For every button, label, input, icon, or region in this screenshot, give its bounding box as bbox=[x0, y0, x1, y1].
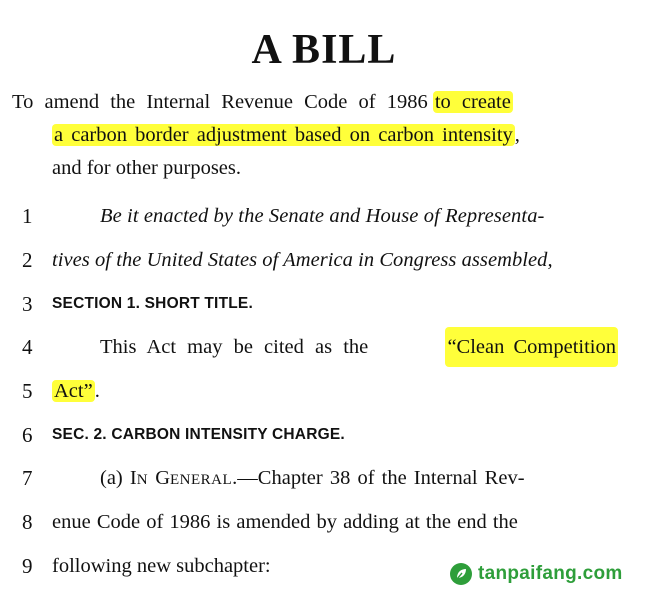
bill-line-7 bbox=[0, 458, 648, 498]
subsection-mid: G bbox=[148, 467, 170, 489]
line-text: Be it enacted by the Senate and House of Representa- bbox=[100, 205, 545, 227]
small-caps-2: ENERAL bbox=[170, 472, 233, 488]
line-text-after: . bbox=[94, 380, 100, 402]
bill-line-5 bbox=[0, 371, 648, 411]
bill-purpose bbox=[12, 86, 618, 185]
purpose-line-3: and for other purposes. bbox=[52, 157, 242, 179]
purpose-highlight-2: a carbon border adjustment based on carbon intensity bbox=[54, 124, 513, 146]
line-number: 9 bbox=[22, 554, 33, 578]
line-text: following new subchapter: bbox=[52, 555, 271, 577]
purpose-line-2 bbox=[12, 119, 618, 152]
small-caps-1: N bbox=[136, 472, 149, 488]
bill-line-4 bbox=[0, 327, 648, 367]
bill-title: A BILL bbox=[251, 27, 397, 73]
short-title-highlight: “Clean Competition bbox=[445, 327, 618, 367]
line-number: 2 bbox=[22, 248, 33, 272]
line-number: 6 bbox=[22, 423, 33, 447]
line-number: 4 bbox=[22, 335, 33, 359]
line-text bbox=[100, 327, 618, 367]
line-text: tives of the United States of America in Congress assembled, bbox=[52, 249, 553, 271]
bill-line-6 bbox=[0, 415, 648, 455]
leaf-logo-icon bbox=[450, 563, 472, 585]
bill-line-3 bbox=[0, 284, 648, 324]
line-text: enue Code of 1986 is amended by adding at the end the bbox=[52, 511, 518, 533]
line-number: 8 bbox=[22, 510, 33, 534]
watermark bbox=[450, 561, 623, 587]
line-text bbox=[100, 458, 618, 500]
section-heading: SEC. 2. CARBON INTENSITY CHARGE. bbox=[52, 426, 345, 443]
bill-line-1 bbox=[0, 196, 648, 236]
purpose-line-2-comma: , bbox=[514, 124, 520, 146]
line-text bbox=[52, 371, 618, 411]
bill-line-8 bbox=[0, 502, 648, 542]
short-title-highlight-end: Act” bbox=[54, 380, 93, 402]
line-number: 3 bbox=[22, 292, 33, 316]
line-number: 5 bbox=[22, 379, 33, 403]
line-text-after: .—Chapter 38 of the Internal Rev- bbox=[232, 467, 525, 489]
section-heading: SECTION 1. SHORT TITLE. bbox=[52, 295, 253, 312]
line-number: 7 bbox=[22, 466, 33, 490]
purpose-highlight-1: to create bbox=[434, 91, 511, 113]
line-text-before: This Act may be cited as the bbox=[100, 336, 369, 358]
bill-line-2 bbox=[0, 240, 648, 280]
watermark-text: tanpaifang.com bbox=[478, 563, 623, 584]
subsection-prefix: (a) I bbox=[100, 467, 137, 489]
purpose-line-1-text: To amend the Internal Revenue Code of 1986 bbox=[12, 91, 428, 113]
purpose-line-1 bbox=[12, 86, 618, 119]
line-number: 1 bbox=[22, 204, 33, 228]
